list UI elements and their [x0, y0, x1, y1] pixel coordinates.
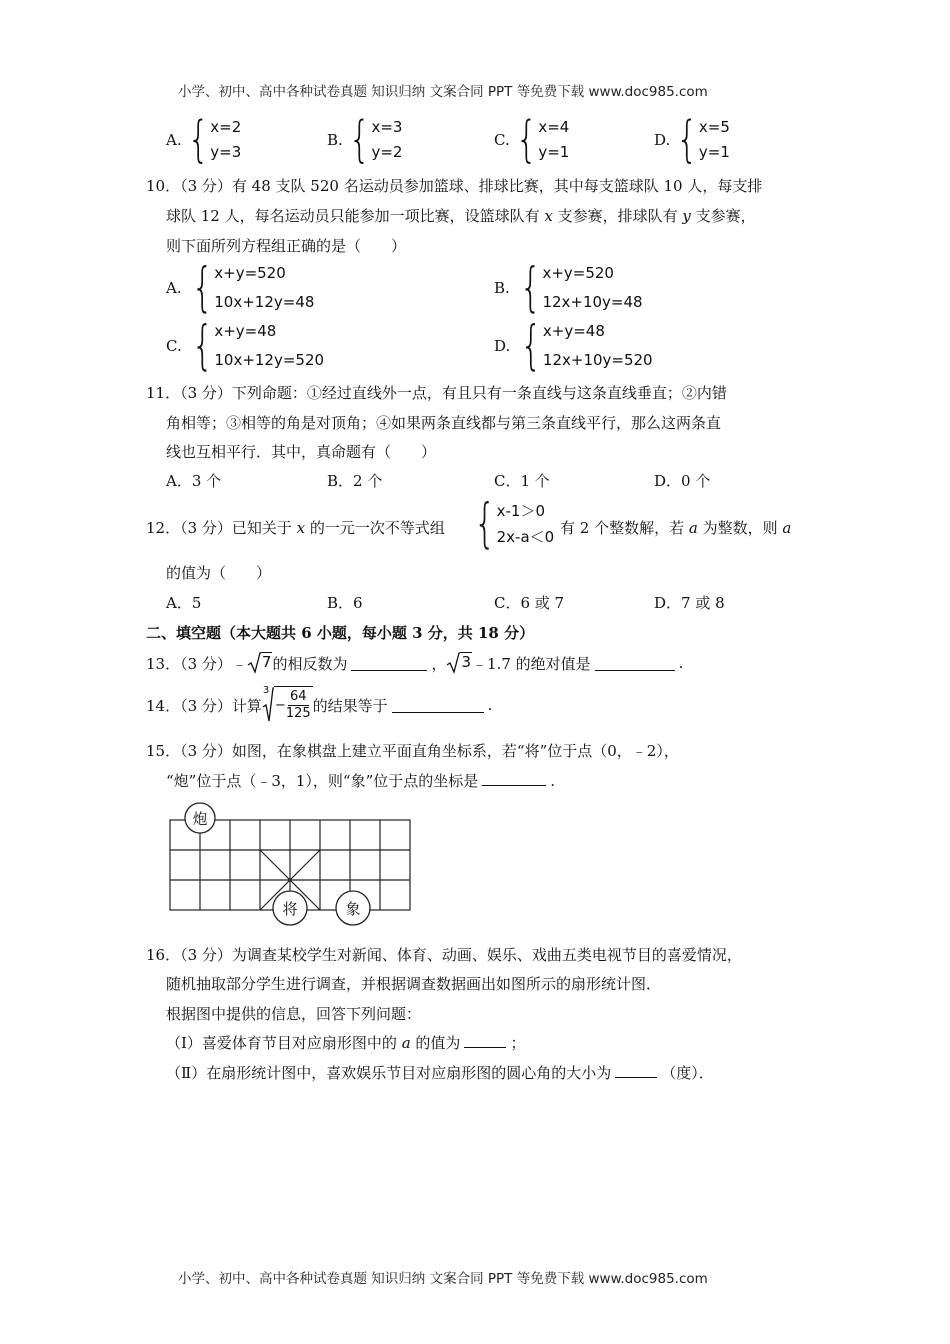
answer-blank[interactable]: [482, 771, 546, 786]
equation: 12x+10y=48: [542, 293, 643, 311]
radicand: 7: [261, 653, 272, 671]
q10-option-c[interactable]: [166, 317, 324, 375]
equation: 10x+12y=48: [214, 293, 315, 311]
option-label: C.: [494, 131, 510, 149]
q14-text: 14．（3 分）计算: [146, 696, 262, 715]
q15-line2: [166, 770, 555, 791]
equation: x=2: [210, 118, 242, 136]
q9-option-b[interactable]: [327, 111, 403, 169]
piece-xiang-label: 象: [345, 900, 361, 918]
q16-text: ；: [510, 1034, 526, 1052]
q16-text: （度）．: [661, 1064, 714, 1082]
q10-option-a[interactable]: [166, 259, 314, 317]
q11-option-d[interactable]: D．0 个: [654, 472, 711, 490]
answer-blank[interactable]: [464, 1033, 506, 1048]
equation: x=5: [698, 118, 730, 136]
q10-line2: [166, 205, 756, 226]
q13: [146, 652, 683, 674]
var-a: a: [401, 1034, 411, 1052]
option-label: D.: [654, 131, 671, 149]
piece-pao: [185, 803, 215, 833]
root-index: 3: [262, 685, 270, 696]
radical-icon: [446, 652, 460, 674]
answer-blank[interactable]: [615, 1063, 657, 1078]
minus-sign: −: [274, 698, 286, 713]
equation: y=3: [210, 143, 242, 161]
var-x: x: [544, 207, 553, 225]
q11-line3: 线也互相平行．其中，真命题有（ ）: [166, 443, 437, 461]
q12-line1b: [560, 517, 791, 538]
q9-option-a[interactable]: [166, 111, 242, 169]
q13-text: ，: [431, 654, 447, 673]
equation: x=3: [371, 118, 403, 136]
option-label: A.: [166, 279, 182, 297]
equation: x+y=520: [542, 264, 614, 282]
q10-text: 支参赛，: [690, 207, 756, 225]
radical-icon: [247, 652, 261, 674]
page-footer: 小学、初中、高中各种试卷真题 知识归纳 文案合同 PPT 等免费下载 www.doc985.com: [178, 1271, 708, 1287]
equation: x+y=48: [542, 322, 605, 340]
page-header: 小学、初中、高中各种试卷真题 知识归纳 文案合同 PPT 等免费下载 www.doc985.com: [178, 84, 708, 100]
equation: x+y=520: [214, 264, 286, 282]
sqrt-3: [446, 652, 472, 674]
answer-blank[interactable]: [595, 656, 675, 671]
q11-line2: 角相等；③相等的角是对顶角；④如果两条直线都与第三条直线平行，那么这两条直: [166, 414, 722, 432]
q10-option-d[interactable]: [494, 317, 653, 375]
inequality: x-1＞0: [496, 502, 546, 520]
q16-line1: 16．（3 分）为调查某校学生对新闻、体育、动画、娱乐、戏曲五类电视节目的喜爱情况，: [146, 946, 742, 964]
q9-option-c[interactable]: [494, 111, 570, 169]
q12-option-d[interactable]: D．7 或 8: [654, 594, 725, 612]
q13-text: ﹣1.7 的绝对值是: [472, 654, 591, 673]
brace-icon: {: [187, 111, 210, 169]
brace-icon: {: [520, 315, 542, 377]
q11-option-b[interactable]: B．2 个: [327, 472, 383, 490]
equation: x=4: [538, 118, 570, 136]
var-y: y: [682, 207, 691, 225]
q12-line2: 的值为（ ）: [166, 564, 272, 582]
q12-option-c[interactable]: C．6 或 7: [494, 594, 565, 612]
var-a: a: [782, 519, 792, 537]
q16-line2: 随机抽取部分学生进行调查，并根据调查数据画出如图所示的扇形统计图．: [166, 975, 662, 993]
sqrt-7: [247, 652, 273, 674]
brace-icon: {: [676, 111, 698, 169]
cube-root: [262, 687, 313, 723]
q11-option-a[interactable]: A．3 个: [166, 472, 222, 490]
equation: 10x+12y=520: [214, 351, 325, 369]
var-a: a: [688, 519, 698, 537]
q16-line3: 根据图中提供的信息，回答下列问题：: [166, 1005, 422, 1023]
piece-pao-label: 炮: [192, 810, 208, 828]
q13-text: .: [678, 654, 684, 672]
q13-text: 13．（3 分）﹣: [146, 654, 247, 673]
equation: y=2: [371, 143, 403, 161]
equation: 12x+10y=520: [542, 351, 653, 369]
chess-board-diagram: [160, 800, 420, 930]
option-label: C.: [166, 337, 182, 355]
q11-line1: 11．（3 分）下列命题：①经过直线外一点，有且只有一条直线与这条直线垂直；②内错: [146, 384, 727, 402]
brace-icon: {: [474, 493, 496, 555]
q15-line1: 15．（3 分）如图，在象棋盘上建立平面直角坐标系，若“将”位于点（0，﹣2），: [146, 742, 679, 760]
q16-sub2: [166, 1062, 714, 1083]
numerator: 64: [289, 689, 307, 704]
q12-text: 12．（3 分）已知关于: [146, 519, 297, 537]
q11-option-c[interactable]: C．1 个: [494, 472, 550, 490]
brace-icon: {: [519, 257, 542, 319]
brace-icon: {: [191, 257, 214, 319]
inequality: 2x-a＜0: [496, 528, 555, 546]
q10-option-b[interactable]: [494, 259, 643, 317]
q13-text: 的相反数为: [272, 654, 348, 673]
q12-text: 的一元一次不等式组: [305, 519, 445, 537]
q16-sub1: [166, 1032, 525, 1053]
brace-icon: {: [515, 111, 538, 169]
q14-text: 的结果等于: [312, 696, 388, 715]
section-title: 二、填空题（本大题共 6 小题，每小题 3 分，共 18 分）: [146, 624, 535, 642]
q12-text: 为整数，则: [697, 519, 783, 537]
q12-option-a[interactable]: A．5: [166, 594, 202, 612]
option-label: B.: [494, 279, 510, 297]
denominator: 125: [285, 706, 311, 721]
q14-text: .: [487, 696, 493, 714]
answer-blank[interactable]: [351, 656, 427, 671]
equation: x+y=48: [214, 322, 277, 340]
brace-icon: {: [348, 111, 371, 169]
equation: y=1: [538, 143, 570, 161]
option-label: B.: [327, 131, 343, 149]
piece-xiang: [336, 891, 370, 925]
q15-text: .: [550, 772, 556, 790]
option-label: A.: [166, 131, 182, 149]
q12-line1a: [146, 517, 445, 538]
answer-blank[interactable]: [392, 698, 484, 713]
brace-icon: {: [191, 315, 214, 377]
q10-text: 球队 12 人，每名运动员只能参加一项比赛，设篮球队有: [166, 207, 545, 225]
radicand: 3: [461, 653, 472, 671]
piece-jiang: [273, 891, 307, 925]
piece-jiang-label: 将: [282, 900, 298, 918]
equation: y=1: [698, 143, 730, 161]
q15-text: “炮”位于点（﹣3，1），则“象”位于点的坐标是: [166, 772, 479, 790]
q12-inequality-system: [474, 493, 555, 555]
q16-text: 的值为: [410, 1034, 461, 1052]
q10-line1: 10．（3 分）有 48 支队 520 名运动员参加篮球、排球比赛，其中每支篮球队 10 人，每支排: [146, 177, 763, 195]
q16-text: （Ⅱ）在扇形统计图中，喜欢娱乐节目对应扇形图的圆心角的大小为: [166, 1064, 612, 1082]
var-x: x: [296, 519, 306, 537]
q12-option-b[interactable]: B．6: [327, 594, 363, 612]
q9-option-d[interactable]: [654, 111, 730, 169]
q10-line3: 则下面所列方程组正确的是（ ）: [166, 237, 407, 255]
option-label: D.: [494, 337, 511, 355]
q14: [146, 685, 492, 725]
q16-text: （Ⅰ）喜爱体育节目对应扇形图中的: [166, 1034, 402, 1052]
q10-text: 支参赛，排球队有: [552, 207, 683, 225]
q12-text: 有 2 个整数解，若: [560, 519, 689, 537]
